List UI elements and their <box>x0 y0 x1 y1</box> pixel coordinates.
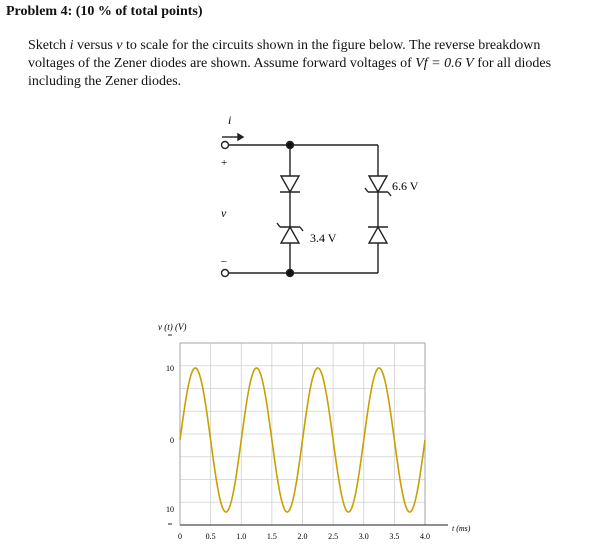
x-tick-label: 3.5 <box>389 532 400 541</box>
statement-text: for all diodes <box>473 56 552 71</box>
zener-right-voltage: 6.6 V <box>392 179 419 193</box>
x-tick-label: 2.0 <box>297 532 308 541</box>
junction-dot-top <box>287 142 294 149</box>
x-tick-label: 0 <box>178 532 182 541</box>
diode-icon <box>368 227 388 243</box>
x-tick-label: 2.5 <box>328 532 339 541</box>
chart-x-axis-label: t (ms) <box>452 524 471 533</box>
x-tick-label: 3.0 <box>358 532 369 541</box>
current-label: i <box>228 113 232 127</box>
junction-dot-bottom <box>287 270 294 277</box>
voltage-label: v <box>221 206 227 220</box>
x-tick-label: 1.5 <box>266 532 277 541</box>
circuit-diagram <box>222 134 392 277</box>
zener-left-voltage: 3.4 V <box>310 231 337 245</box>
voltage-waveform-chart <box>158 322 471 541</box>
y-tick-label: 0 <box>170 436 174 445</box>
current-arrow-icon <box>222 134 243 140</box>
terminal-top <box>222 142 229 149</box>
statement-text: versus <box>73 38 117 53</box>
statement-text: Sketch <box>28 38 70 53</box>
x-tick-label: 0.5 <box>205 532 216 541</box>
statement-text: voltages of the Zener diodes are shown. Assume forward voltages of <box>28 56 416 71</box>
chart-y-axis-label: v (t) (V) <box>158 322 187 332</box>
statement-line-3: including the Zener diodes. <box>28 74 182 89</box>
terminal-bottom <box>222 270 229 277</box>
variable-v: v <box>116 38 123 53</box>
diode-icon <box>280 176 300 192</box>
variable-i: i <box>69 38 74 53</box>
forward-voltage-expression: Vf = 0.6 V <box>415 56 474 71</box>
y-tick-label: 10 <box>166 505 174 514</box>
polarity-minus: – <box>221 255 227 267</box>
y-tick-label: 10 <box>166 364 174 373</box>
zener-diode-icon <box>277 223 303 243</box>
statement-text: to scale for the circuits shown in the figure below. The reverse breakdown <box>122 38 541 53</box>
x-tick-label: 1.0 <box>236 532 247 541</box>
x-tick-label: 4.0 <box>420 532 430 541</box>
zener-diode-icon <box>365 176 391 196</box>
polarity-plus: + <box>221 157 228 169</box>
problem-title: Problem 4: (10 % of total points) <box>6 4 203 19</box>
